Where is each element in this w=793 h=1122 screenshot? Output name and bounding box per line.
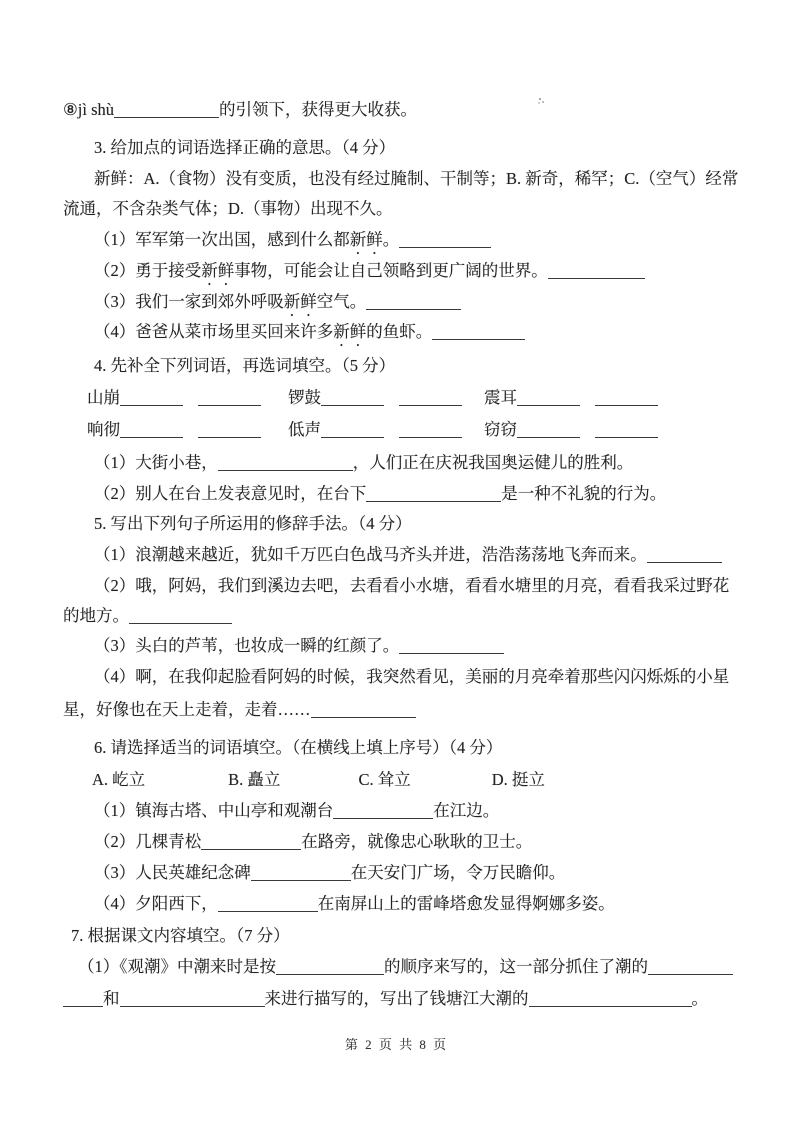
fill-in-blank <box>648 960 733 975</box>
text-run: C. 耸立 <box>358 770 411 789</box>
text-run: 窃窃 <box>484 420 517 439</box>
q4-word-row-2 <box>87 420 658 440</box>
document-content <box>63 0 739 1122</box>
text-run: ，人们正在庆祝我国奥运健儿的胜利。 <box>352 453 634 472</box>
fill-in-blank <box>399 423 462 438</box>
text-run: 空气。 <box>316 292 367 311</box>
fill-in-blank <box>120 423 183 438</box>
q5-item-3 <box>94 636 504 656</box>
text-run: 低声 <box>288 420 321 439</box>
fill-in-blank <box>251 866 351 881</box>
fill-in-blank <box>114 103 219 118</box>
fill-in-blank <box>198 423 261 438</box>
fill-in-blank <box>548 264 645 279</box>
fill-in-blank <box>63 992 103 1007</box>
text-run: ⑧jì shù <box>63 100 115 119</box>
text-run: 来进行描写的，写出了钱塘江大潮的 <box>264 989 529 1008</box>
text-run: 新鲜：A.（食物）没有变质，也没有经过腌制、干制等；B. 新奇，稀罕；C.（空气）经常 <box>94 169 739 188</box>
text-run: 3. 给加点的词语选择正确的意思。（4 分） <box>94 138 396 157</box>
fill-in-blank <box>129 609 232 624</box>
text-run: A. 屹立 <box>92 770 146 789</box>
text-run: 的鱼虾。 <box>366 322 433 341</box>
fill-in-blank <box>399 233 491 248</box>
q5-item-1 <box>94 545 722 565</box>
text-run: （2）别人在台上发表意见时，在台下 <box>94 484 367 503</box>
q5-item-4-line-2 <box>63 700 416 720</box>
page-footer: 第 2 页 共 8 页 <box>344 1037 449 1052</box>
q3-item-1 <box>94 230 491 258</box>
fill-in-blank <box>218 897 318 912</box>
spacer <box>145 784 228 785</box>
text-run: 在江边。 <box>433 801 500 820</box>
emphasized-word: 新鲜 <box>349 230 383 249</box>
text-run: 锣鼓 <box>288 388 321 407</box>
spacer <box>261 434 288 435</box>
text-run: 。 <box>691 989 708 1008</box>
fill-in-blank <box>517 423 580 438</box>
spacer <box>580 402 595 403</box>
q3-item-3 <box>94 292 461 320</box>
text-run: （1）《观潮》中潮来时是按 <box>78 957 276 976</box>
text-run: 的引领下，获得更大收获。 <box>219 100 418 119</box>
q4-item-1 <box>94 453 633 473</box>
q3-item-4 <box>94 322 525 350</box>
fill-in-blank <box>647 548 722 563</box>
text-run: 山崩 <box>87 388 120 407</box>
text-run: 事物，可能会让自己领略到更广阔的世界。 <box>234 261 548 280</box>
fill-in-blank <box>595 391 658 406</box>
text-run: （4）爸爸从菜市场里买回来许多 <box>94 322 334 341</box>
q6-item-4 <box>94 894 615 914</box>
fill-in-blank <box>432 325 525 340</box>
text-run: 6. 请选择适当的词语填空。（在横线上填上序号）（4 分） <box>94 738 503 757</box>
spacer <box>183 434 198 435</box>
fill-in-blank <box>276 960 384 975</box>
text-run: D. 挺立 <box>491 770 545 789</box>
fill-in-blank <box>120 391 183 406</box>
text-run: 响彻 <box>87 420 120 439</box>
text-run: 是一种不礼貌的行为。 <box>501 484 667 503</box>
fill-in-blank <box>311 703 416 718</box>
text-run: 和 <box>103 989 120 1008</box>
fill-in-blank <box>399 639 504 654</box>
q3-item-2 <box>94 261 645 289</box>
text-run: 在南屏山上的雷峰塔愈发显得婀娜多姿。 <box>317 894 615 913</box>
q7-item-1-line-1 <box>78 957 733 977</box>
q7-header <box>71 926 290 946</box>
q3-header <box>94 138 395 158</box>
text-run: （3）我们一家到郊外呼吸 <box>94 292 284 311</box>
fill-in-blank <box>366 487 501 502</box>
fill-in-blank <box>198 391 261 406</box>
q6-item-3 <box>94 863 565 883</box>
text-run: （3）人民英雄纪念碑 <box>94 863 251 882</box>
text-run: 流通，不含杂类气体；D.（事物）出现不久。 <box>63 199 393 218</box>
text-run: （1）军军第一次出国，感到什么都 <box>94 230 350 249</box>
fill-in-blank <box>595 423 658 438</box>
text-run: （2）几棵青松 <box>94 832 202 851</box>
text-run: 在天安门广场，令万民瞻仰。 <box>350 863 566 882</box>
q5-item-4-line-1 <box>94 667 729 687</box>
q6-item-2 <box>94 832 532 852</box>
text-run: 星，好像也在天上走着，走着…… <box>63 700 311 719</box>
text-run: 的地方。 <box>63 606 129 625</box>
text-run: 4. 先补全下列词语，再选词填空。（5 分） <box>94 356 396 375</box>
q6-options-row <box>92 770 545 790</box>
spacer <box>183 402 198 403</box>
q5-item-2-line-2 <box>63 606 232 626</box>
fill-in-blank <box>218 456 353 471</box>
fill-in-blank <box>366 295 461 310</box>
text-run: 震耳 <box>484 388 517 407</box>
spacer <box>384 402 399 403</box>
text-run: （4）夕阳西下， <box>94 894 218 913</box>
text-run: 在路旁，就像忠心耿耿的卫士。 <box>301 832 533 851</box>
q5-item-2-line-1 <box>94 576 729 596</box>
q5-header <box>94 514 412 534</box>
q3-definition-line-2 <box>63 199 393 219</box>
fill-in-blank <box>333 804 433 819</box>
emphasized-word: 新鲜 <box>283 292 317 311</box>
text-run: （1）浪潮越来越近，犹如千万匹白色战马齐头并进，浩浩荡荡地飞奔而来。 <box>94 545 647 564</box>
text-run: 5. 写出下列句子所运用的修辞手法。（4 分） <box>94 514 412 533</box>
q4-item-2 <box>94 484 666 504</box>
text-run: （3）头白的芦苇，也妆成一瞬的红颜了。 <box>94 636 400 655</box>
text-run: （1）大街小巷， <box>94 453 218 472</box>
spacer <box>462 402 484 403</box>
fill-in-blank <box>517 391 580 406</box>
spacer <box>280 784 358 785</box>
text-run: 7. 根据课文内容填空。（7 分） <box>71 926 290 945</box>
q7-item-1-line-2 <box>63 989 708 1009</box>
q3-definition-line-1 <box>94 169 738 189</box>
text-run: 。 <box>382 230 400 249</box>
text-run: （4）啊，在我仰起脸看阿妈的时候，我突然看见，美丽的月亮牵着那些闪闪烁烁的小星 <box>94 667 730 686</box>
scan-speck <box>539 98 541 100</box>
text-run: B. 矗立 <box>228 770 281 789</box>
q4-word-row-1 <box>87 388 658 408</box>
fill-in-blank <box>321 423 384 438</box>
q6-header <box>94 738 502 758</box>
q6-item-1 <box>94 801 499 821</box>
emphasized-word: 新鲜 <box>201 261 235 280</box>
fill-in-blank <box>120 992 265 1007</box>
spacer <box>261 402 288 403</box>
emphasized-word: 新鲜 <box>333 322 367 341</box>
q2-pinyin-item-8 <box>63 100 417 120</box>
fill-in-blank <box>399 391 462 406</box>
text-run: （1）镇海古塔、中山亭和观潮台 <box>94 801 334 820</box>
spacer <box>580 434 595 435</box>
fill-in-blank <box>529 992 692 1007</box>
spacer <box>411 784 492 785</box>
text-run: （2）哦，阿妈，我们到溪边去吧，去看看小水塘，看看水塘里的月亮，看看我采过野花 <box>94 576 730 595</box>
spacer <box>462 434 484 435</box>
text-run: 的顺序来写的，这一部分抓住了潮的 <box>384 957 648 976</box>
spacer <box>384 434 399 435</box>
text-run: （2）勇于接受 <box>94 261 202 280</box>
q4-header <box>94 356 395 376</box>
fill-in-blank <box>321 391 384 406</box>
fill-in-blank <box>201 835 301 850</box>
